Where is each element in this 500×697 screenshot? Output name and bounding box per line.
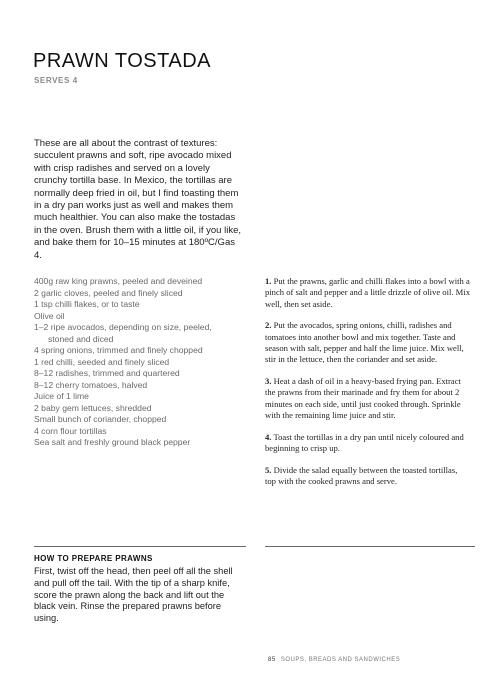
method-step: [265, 432, 470, 455]
ingredient-item: Sea salt and freshly ground black pepper: [34, 437, 191, 447]
section-name: SOUPS, BREADS AND SANDWICHES: [280, 657, 401, 663]
step-number: 2.: [265, 320, 272, 331]
method-steps: [265, 276, 470, 498]
step-text: Toast the tortillas in a dry pan until nicely coloured and beginning to crisp up.: [265, 431, 464, 454]
ingredient-item: 1 tsp chilli flakes, or to taste: [34, 299, 140, 309]
ingredient-item: Olive oil: [34, 310, 65, 321]
ingredient-item: 8–12 radishes, trimmed and quartered: [34, 368, 180, 378]
ingredient-item: 1 red chilli, seeded and finely sliced: [34, 356, 170, 367]
step-number: 5.: [265, 464, 272, 475]
ingredients-list: [34, 276, 259, 449]
tip-heading: HOW TO PREPARE PRAWNS: [34, 554, 153, 563]
step-number: 4.: [265, 431, 272, 442]
page-footer: [268, 657, 400, 663]
method-step: [265, 465, 470, 488]
page-number: 85: [268, 657, 276, 663]
ingredient-item: 4 spring onions, trimmed and finely chopped: [34, 345, 203, 355]
ingredient-item: 4 corn flour tortillas: [34, 425, 107, 436]
divider: [34, 546, 246, 547]
ingredient-item: 8–12 cherry tomatoes, halved: [34, 379, 148, 390]
ingredient-item: 400g raw king prawns, peeled and deveined: [34, 276, 203, 286]
ingredient-item: 2 baby gem lettuces, shredded: [34, 402, 152, 413]
method-step: [265, 320, 470, 365]
step-number: 1.: [265, 276, 272, 286]
ingredient-item: Juice of 1 lime: [34, 391, 89, 401]
recipe-intro: These are all about the contrast of textures: succulent prawns and soft, ripe avocado mixed with crisp radishes and served on a lovely crunchy tortilla base. In Mexico, the tortillas are normally deep fried in oil, but I find toasting them in a dry pan works just as well and makes them much healthier. You can also make the tostadas in the oven. Brush them with a little oil, if you like, and bake them for 10–15 minutes at 180ºC/Gas 4.: [34, 138, 241, 261]
method-step: [265, 376, 470, 421]
step-text: Put the prawns, garlic and chilli flakes into a bowl with a pinch of salt and pepper and a little drizzle of olive oil. Mix well, then set aside.: [265, 276, 470, 309]
ingredient-item: 2 garlic cloves, peeled and finely sliced: [34, 287, 183, 298]
step-text: Heat a dash of oil in a heavy-based frying pan. Extract the prawns from their marinade and fry them for about 2 minutes on each side, until just cooked through. Sprinkle with the remaining lime juice and stir.: [265, 376, 461, 420]
tip-body: First, twist off the head, then peel off all the shell and pull off the tail. With the tip of a sharp knife, score the prawn along the back and lift out the black vein. Rinse the prepared prawns before using.: [34, 566, 233, 624]
step-text: Put the avocados, spring onions, chilli, radishes and tomatoes into another bowl and mix together. Taste and season with salt, pepper and half the lime juice. Mix well, stir in the lettuce, then the coriander and set aside.: [265, 320, 464, 365]
recipe-title: PRAWN TOSTADA: [33, 50, 212, 72]
serves-label: SERVES 4: [34, 76, 78, 85]
step-number: 3.: [265, 376, 272, 387]
method-step: [265, 276, 470, 310]
divider: [265, 546, 475, 547]
ingredient-item: stoned and diced: [48, 333, 114, 344]
ingredient-item: Small bunch of coriander, chopped: [34, 414, 167, 424]
ingredient-item: 1–2 ripe avocados, depending on size, peeled,: [34, 322, 212, 332]
step-text: Divide the salad equally between the toasted tortillas, top with the cooked prawns and serve.: [265, 464, 458, 487]
